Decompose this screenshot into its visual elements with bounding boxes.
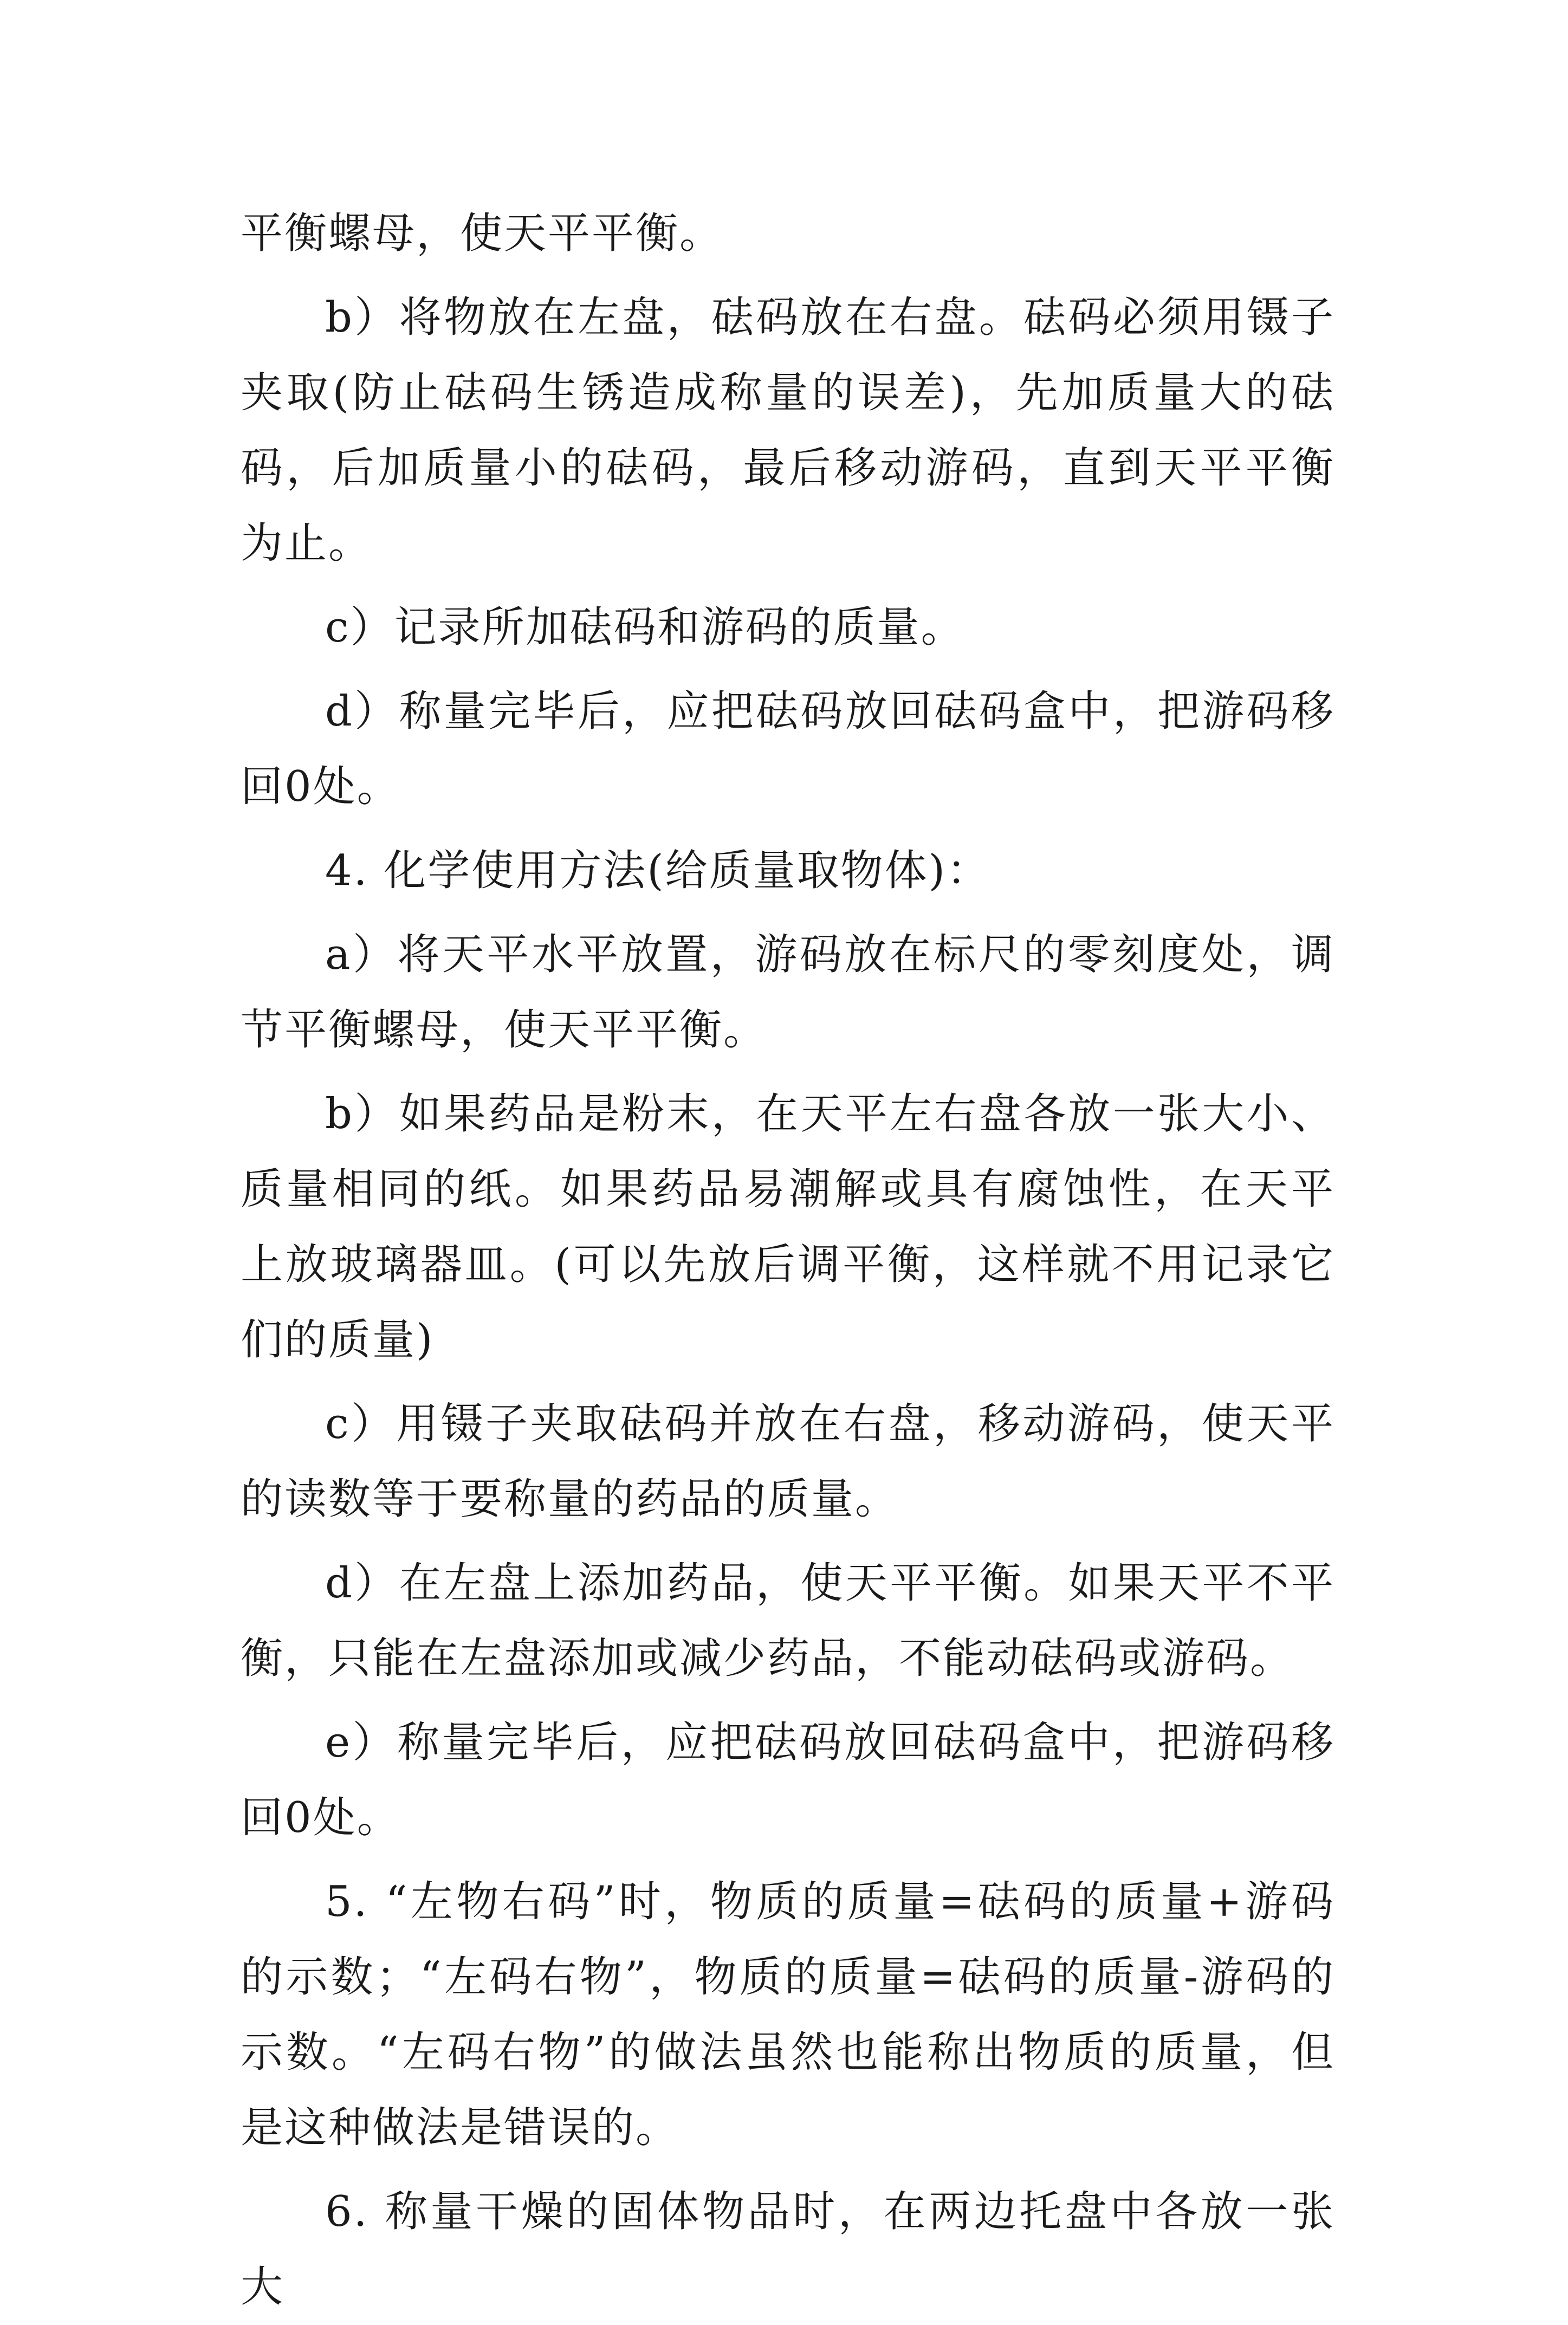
paragraph: c）用镊子夹取砝码并放在右盘，移动游码，使天平的读数等于要称量的药品的质量。 — [241, 1400, 1335, 1524]
paragraph: c）记录所加砝码和游码的质量。 — [325, 603, 965, 652]
paragraph: 4. 化学使用方法(给质量取物体)： — [325, 846, 991, 895]
paragraph: 5. “左物右码”时，物质的质量=砝码的质量+游码的示数；“左码右物”，物质的质量=砝码的质量-游码的示数。“左码右物”的做法虽然也能称出物质的质量，但是这种做法是错误的。 — [241, 1877, 1335, 2152]
paragraph: 平衡螺母，使天平平衡。 — [241, 209, 724, 258]
paragraph: a）将天平水平放置，游码放在标尺的零刻度处，调节平衡螺母，使天平平衡。 — [241, 930, 1335, 1054]
paragraph: d）在左盘上添加药品，使天平平衡。如果天平不平衡，只能在左盘添加或减少药品，不能动砝码或游码。 — [241, 1559, 1335, 1683]
paragraph: 6. 称量干燥的固体物品时，在两边托盘中各放一张大 — [241, 2187, 1335, 2311]
paragraph: b）将物放在左盘，砝码放在右盘。砝码必须用镊子夹取(防止砝码生锈造成称量的误差)，先加质量大的砝码，后加质量小的砝码，最后移动游码，直到天平平衡为止。 — [241, 293, 1335, 568]
paragraph: b）如果药品是粉末，在天平左右盘各放一张大小、质量相同的纸。如果药品易潮解或具有腐蚀性，在天平上放玻璃器皿。(可以先放后调平衡，这样就不用记录它们的质量) — [241, 1090, 1335, 1364]
document-body — [241, 196, 1335, 2325]
paragraph: e）称量完毕后，应把砝码放回砝码盒中，把游码移回0处。 — [241, 1718, 1335, 1842]
paragraph: d）称量完毕后，应把砝码放回砝码盒中，把游码移回0处。 — [241, 687, 1335, 811]
